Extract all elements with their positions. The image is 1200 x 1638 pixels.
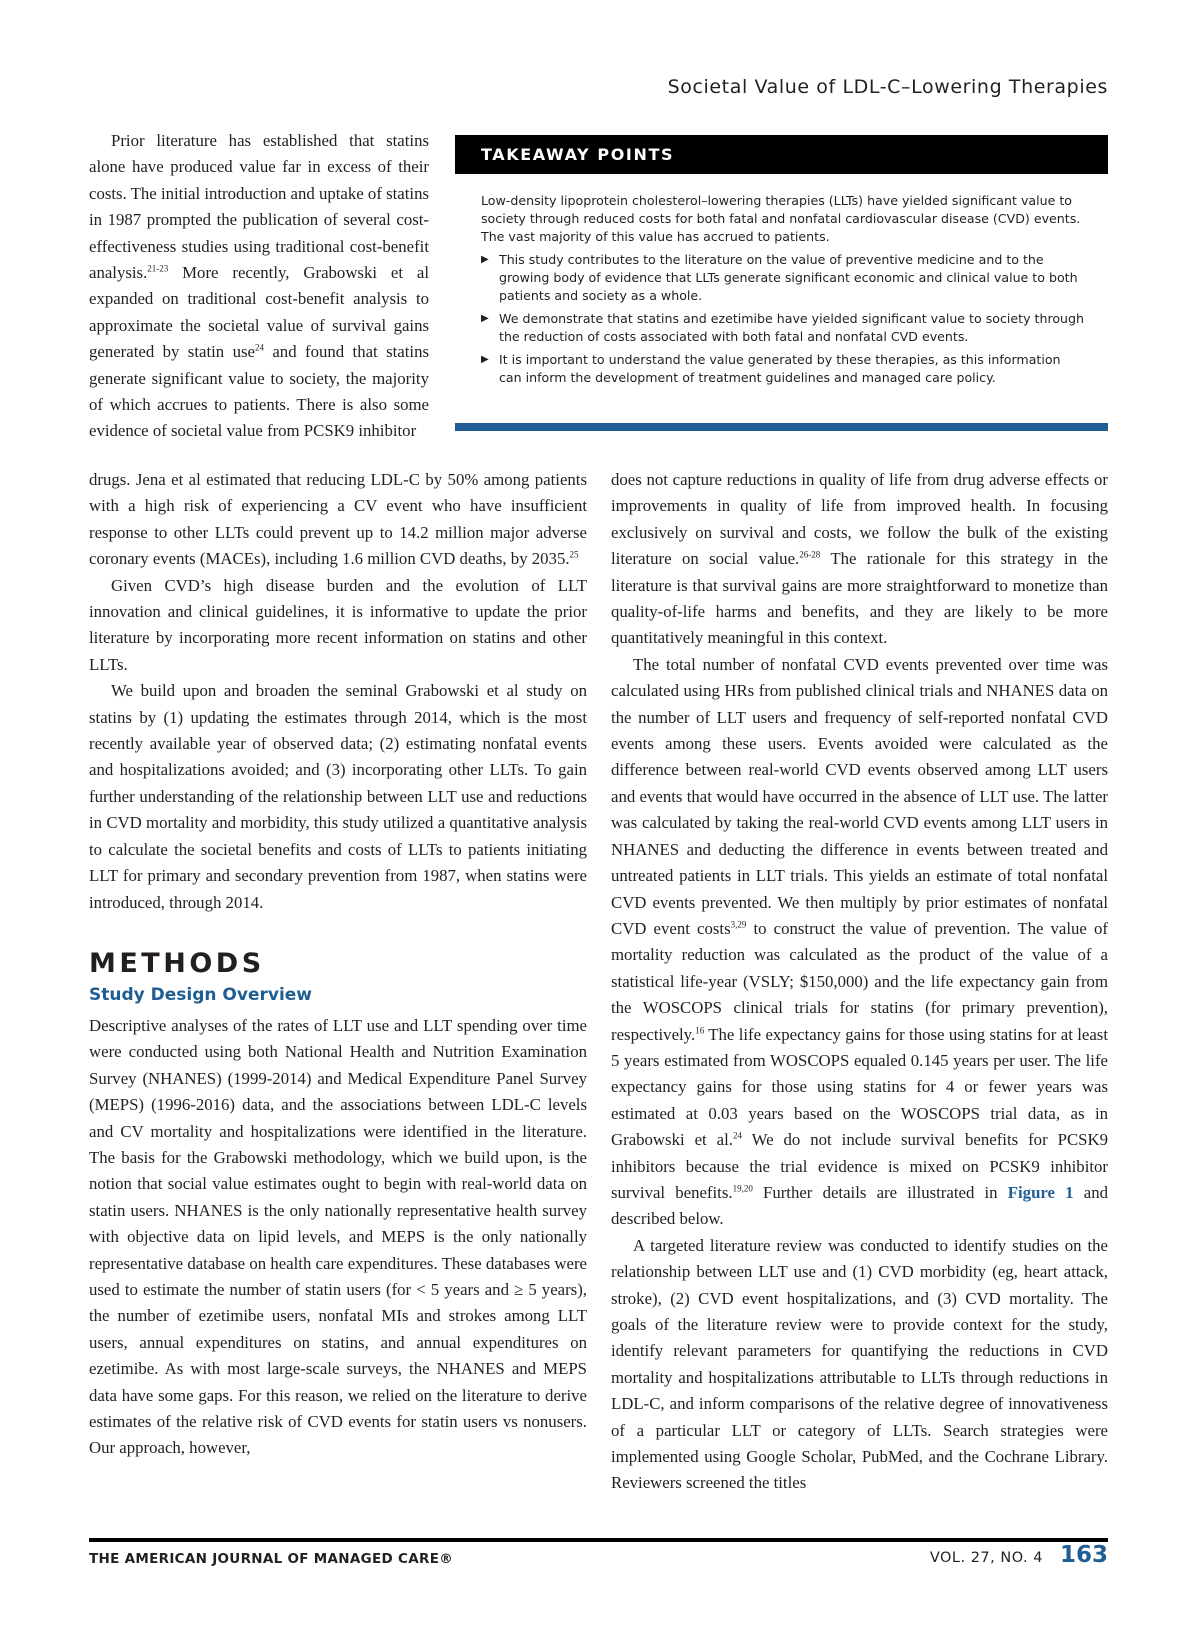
arrow-right-icon: ▶: [481, 254, 489, 265]
bullet-text: It is important to understand the value generated by these therapies, as this information can inform the development of treatment guidelines and managed care policy.: [499, 352, 1061, 385]
arrow-right-icon: ▶: [481, 354, 489, 365]
takeaway-bullet: [481, 310, 1084, 346]
citation-ref: 26-28: [799, 549, 821, 560]
bullet-text: This study contributes to the literature on the value of preventive medicine and to the growing body of evidence that LLTs generate significant economic and clinical value to both patients and society as a whole.: [499, 252, 1078, 303]
figure-1-link[interactable]: Figure 1: [1007, 1182, 1074, 1202]
paragraph-study-aims: We build upon and broaden the seminal Grabowski et al study on statins by (1) updating the estimates through 2014, which is the most recently available year of observed data; (2) estimating nonfatal events and hospitalizations avoided; and (3) incorporating other LLTs. To gain further understanding of the relationship between LLT use and reductions in CVD mortality and morbidity, this study utilized a quantitative analysis to calculate the societal benefits and costs of LLTs to patients initiating LLT for primary and secondary prevention from 1987, when statins were introduced, through 2014.: [89, 681, 587, 912]
text-span: The total number of nonfatal CVD events prevented over time was calculated using HRs from published clinical trials and NHANES data on the number of LLT users and frequency of self-reported nonfatal CVD events among these users. Events avoided were calculated as the difference between real-world CVD events observed among LLT users and events that would have occurred in the absence of LLT use. The latter was calculated by taking the real-world CVD events among LLT users in NHANES and deducting the difference in events between treated and untreated patients in LLT trials. This yields an estimate of total nonfatal CVD events prevented. We then multiply by prior estimates of nonfatal CVD event costs: [611, 654, 1108, 938]
text-span: does not capture reductions in quality of life from drug adverse effects or improvements in quality of life from improved health. In focusing exclusively on survival and costs, we follow the bulk of the existing literature on social value.: [611, 470, 1108, 569]
footer-rule: [89, 1538, 1108, 1542]
right-column: [611, 467, 1108, 1497]
citation-ref: 19,20: [732, 1183, 753, 1194]
left-column-top: [89, 128, 429, 445]
footer-volume: VOL. 27, NO. 4: [929, 1550, 1043, 1566]
citation-ref: 24: [732, 1130, 742, 1141]
takeaway-points-box: [455, 135, 1108, 431]
text-span: to construct the value of prevention. The value of mortality reduction was calculated as the product of the value of a statistical life-year (VSLY; $150,000) and the life expectancy gain from the WOSCOPS clinical trials for statins (for primary prevention), respectively.: [611, 918, 1108, 1044]
left-column: [89, 467, 587, 1462]
text-span: and described below.: [611, 1182, 1108, 1229]
takeaway-title: TAKEAWAY POINTS: [455, 135, 1108, 174]
text-span: We do not include survival benefits for PCSK9 inhibitors because the trial evidence is mixed on PCSK9 inhibitor survival benefits.: [611, 1130, 1108, 1202]
page-number: 163: [1059, 1542, 1108, 1568]
section-heading-methods: METHODS: [89, 947, 265, 979]
paragraph-cvd-burden: Given CVD’s high disease burden and the evolution of LLT innovation and clinical guidelines, it is informative to update the prior literature by incorporating more recent information on statins and other LLTs.: [89, 575, 587, 674]
arrow-right-icon: ▶: [481, 313, 489, 324]
text-span: More recently, Grabowski et al expanded on traditional cost-benefit analysis to approximate the societal value of survival gains generated by statin use: [89, 263, 429, 362]
text-span: The rationale for this strategy in the literature is that survival gains are more straightforward to monetize than quality-of-life harms and benefits, and they are likely to be more quantitatively meaningful in this context.: [611, 549, 1108, 648]
running-header: Societal Value of LDL-C–Lowering Therapies: [667, 76, 1108, 98]
paragraph-literature-review: A targeted literature review was conducted to identify studies on the relationship between LLT use and (1) CVD morbidity (eg, heart attack, stroke), (2) CVD event hospitalizations, and (3) CVD mortality. The goals of the literature review were to provide context for the study, identify relevant parameters for quantifying the reductions in CVD mortality and hospitalizations attributable to LLTs through reductions in LDL-C, and inform comparisons of the relative degree of innovativeness of a particular LLT or category of LLTs. Search strategies were implemented using Google Scholar, PubMed, and the Cochrane Library. Reviewers screened the titles: [611, 1235, 1108, 1493]
text-span: Prior literature has established that statins alone have produced value far in excess of their costs. The initial introduction and uptake of statins in 1987 prompted the publication of several cost-effectiveness studies using traditional cost-benefit analysis.: [89, 131, 429, 283]
text-span: The life expectancy gains for those using statins for at least 5 years estimated from WOSCOPS equaled 0.145 years per user. The life expectancy gains for those using statins for 4 or fewer years was estimated at 0.03 years based on the WOSCOPS trial data, as in Grabowski et al.: [611, 1024, 1108, 1150]
citation-ref: 21-23: [147, 263, 169, 274]
paragraph-quality-of-life: [611, 467, 1108, 652]
bullet-text: We demonstrate that statins and ezetimibe have yielded significant value to society through the reduction of costs associated with both fatal and nonfatal CVD events.: [499, 311, 1085, 344]
takeaway-bullet: [481, 251, 1084, 305]
citation-ref: 24: [254, 342, 264, 353]
takeaway-bottom-rule: [455, 423, 1108, 431]
paragraph-prior-literature: [89, 128, 429, 445]
text-span: drugs. Jena et al estimated that reducing LDL-C by 50% among patients with a high risk of experiencing a CV event who have insufficient response to other LLTs could prevent up to 14.2 million major adverse coronary events (MACEs), including 1.6 million CVD deaths, by 2035.: [89, 470, 587, 569]
subheading-study-design: Study Design Overview: [89, 984, 313, 1005]
takeaway-body: [455, 174, 1108, 387]
citation-ref: 16: [695, 1024, 705, 1035]
paragraph-jena: [89, 467, 587, 573]
paragraph-descriptive-analyses: Descriptive analyses of the rates of LLT use and LLT spending over time were conducted using both National Health and Nutrition Examination Survey (NHANES) (1999-2014) and Medical Expenditure Panel Survey (MEPS) (1996-2016) data, and the associations between LDL-C levels and CV mortality and hospitalizations were identified in the literature. The basis for the Grabowski methodology, which we build upon, is the notion that social value estimates ought to begin with real-world data on statin users. NHANES is the only nationally representative health survey with objective data on lipid levels, and MEPS is the only nationally representative database on health care expenditures. These databases were used to estimate the number of statin users (for < 5 years and ≥ 5 years), the number of ezetimibe users, nonfatal MIs and strokes among LLT users, annual expenditures on statins, and annual expenditures on ezetimibe. As with most large-scale surveys, the NHANES and MEPS data have some gaps. For this reason, we relied on the literature to derive estimates of the relative risk of CVD events for statin users vs nonusers. Our approach, however,: [89, 1015, 587, 1458]
footer-journal-name: THE AMERICAN JOURNAL OF MANAGED CARE®: [89, 1551, 454, 1567]
citation-ref: 25: [569, 549, 579, 560]
text-span: Further details are illustrated in: [752, 1182, 1008, 1202]
paragraph-nonfatal-events: [611, 652, 1108, 1233]
takeaway-intro: Low-density lipoprotein cholesterol–lowering therapies (LLTs) have yielded significant value to society through reduced costs for both fatal and nonfatal cardiovascular disease (CVD) events. The vast majority of this value has accrued to patients.: [481, 193, 1081, 244]
text-span: and found that statins generate significant value to society, the majority of which accrues to patients. There is also some evidence of societal value from PCSK9 inhibitor: [89, 342, 430, 441]
citation-ref: 3,29: [730, 919, 747, 930]
takeaway-bullet: [481, 351, 1084, 387]
